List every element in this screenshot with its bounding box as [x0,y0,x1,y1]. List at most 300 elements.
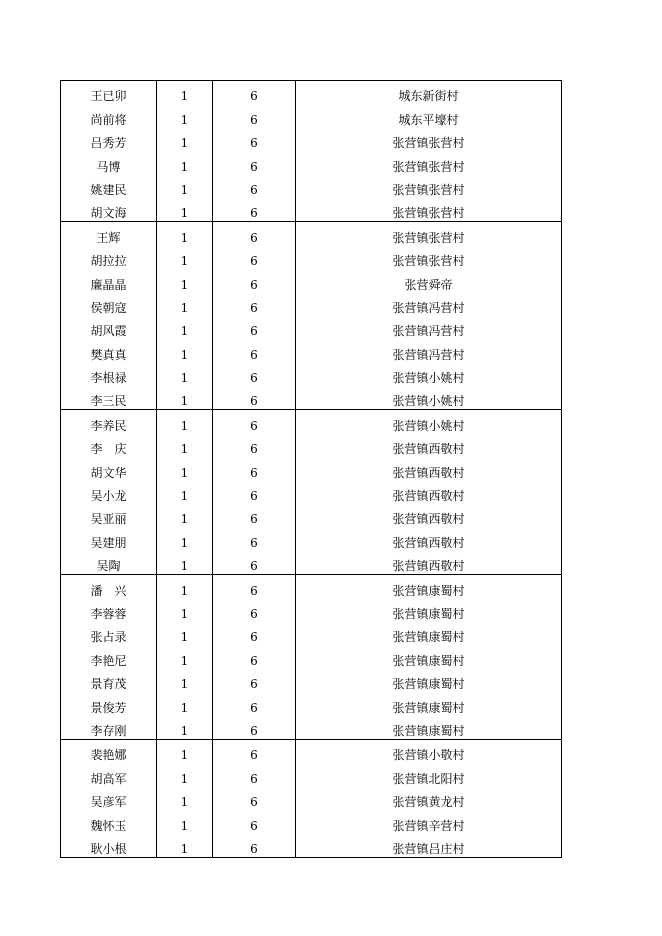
address-cell[interactable] [296,363,562,386]
value-cell-text: 6 [250,771,258,786]
quantity-cell-text: 1 [180,112,189,127]
name-cell-text: 王已卯 [90,89,127,104]
value-cell[interactable] [213,81,296,105]
address-cell[interactable] [296,457,562,480]
table-row [61,810,562,833]
value-cell-text: 6 [250,206,258,221]
value-cell[interactable] [213,293,296,316]
quantity-cell-text: 1 [180,89,189,104]
address-cell-text: 张营镇吕庄村 [392,841,465,856]
address-cell[interactable] [296,810,562,833]
address-cell-text: 张营镇张营村 [392,206,465,221]
name-cell-text: 李艳尼 [90,653,127,668]
value-cell[interactable] [213,787,296,810]
name-cell[interactable] [61,527,157,550]
address-cell-text: 张营镇西敬村 [392,465,465,480]
quantity-cell[interactable] [157,293,213,316]
value-cell-text: 6 [250,371,258,386]
table-row [61,198,562,222]
name-cell[interactable] [61,599,157,622]
address-cell[interactable] [296,198,562,222]
value-cell-text: 6 [250,795,258,810]
name-cell-text: 胡文华 [90,465,127,480]
value-cell-text: 6 [250,159,258,174]
name-cell[interactable] [61,834,157,858]
address-cell-text: 张营镇康蜀村 [392,606,465,621]
name-cell-text: 吴小龙 [90,489,127,504]
name-cell[interactable] [61,222,157,246]
address-cell-text: 张营舜帝 [404,277,453,292]
address-cell-text: 张营镇康蜀村 [392,723,465,738]
quantity-cell-text: 1 [180,841,189,856]
quantity-cell[interactable] [157,716,213,740]
quantity-cell-text: 1 [180,465,189,480]
name-cell[interactable] [61,575,157,599]
address-cell[interactable] [296,81,562,105]
value-cell-text: 6 [250,748,258,763]
value-cell[interactable] [213,504,296,527]
address-cell-text: 张营镇西敬村 [392,559,465,574]
quantity-cell-text: 1 [180,771,189,786]
quantity-cell[interactable] [157,645,213,668]
quantity-cell[interactable] [157,834,213,858]
quantity-cell[interactable] [157,622,213,645]
address-cell[interactable] [296,175,562,198]
name-cell[interactable] [61,339,157,362]
address-cell[interactable] [296,787,562,810]
address-cell[interactable] [296,386,562,410]
name-cell[interactable] [61,175,157,198]
quantity-cell[interactable] [157,151,213,174]
quantity-cell[interactable] [157,316,213,339]
quantity-cell[interactable] [157,128,213,151]
address-cell-text: 张营镇张营村 [392,254,465,269]
name-cell[interactable] [61,716,157,740]
name-cell-text: 吴亚丽 [90,512,127,527]
name-cell-text: 尚前将 [90,112,127,127]
quantity-cell-text: 1 [180,159,189,174]
name-cell[interactable] [61,787,157,810]
value-cell-text: 6 [250,841,258,856]
quantity-cell[interactable] [157,739,213,763]
address-cell[interactable] [296,339,562,362]
value-cell[interactable] [213,645,296,668]
table-row [61,716,562,740]
name-cell[interactable] [61,669,157,692]
address-cell[interactable] [296,763,562,786]
name-cell-text: 廉晶晶 [90,277,127,292]
address-cell-text: 张营镇康蜀村 [392,653,465,668]
value-cell[interactable] [213,151,296,174]
quantity-cell-text: 1 [180,818,189,833]
value-cell-text: 6 [250,300,258,315]
table-row [61,363,562,386]
address-cell[interactable] [296,599,562,622]
table-row [61,269,562,292]
name-cell-text: 胡文海 [90,206,127,221]
name-cell[interactable] [61,481,157,504]
value-cell-text: 6 [250,89,258,104]
value-cell[interactable] [213,810,296,833]
address-cell[interactable] [296,151,562,174]
address-cell-text: 张营镇西敬村 [392,442,465,457]
value-cell-text: 6 [250,394,258,409]
table-body [61,81,562,858]
name-cell[interactable] [61,692,157,715]
value-cell[interactable] [213,692,296,715]
quantity-cell-text: 1 [180,230,189,245]
value-cell-text: 6 [250,324,258,339]
address-cell-text: 张营镇小姚村 [392,418,465,433]
quantity-cell-text: 1 [180,559,189,574]
table-row [61,692,562,715]
name-cell[interactable] [61,198,157,222]
address-cell-text: 张营镇康蜀村 [392,583,465,598]
name-cell-text: 魏怀玉 [90,818,127,833]
value-cell-text: 6 [250,112,258,127]
quantity-cell[interactable] [157,175,213,198]
quantity-cell-text: 1 [180,182,189,197]
address-cell[interactable] [296,104,562,127]
address-cell[interactable] [296,645,562,668]
address-cell-text: 张营镇张营村 [392,136,465,151]
table-row [61,504,562,527]
table-row [61,339,562,362]
quantity-cell[interactable] [157,575,213,599]
name-cell[interactable] [61,810,157,833]
quantity-cell-text: 1 [180,653,189,668]
quantity-cell[interactable] [157,269,213,292]
name-cell-text: 胡高军 [90,771,127,786]
value-cell[interactable] [213,599,296,622]
table-row [61,222,562,246]
quantity-cell-text: 1 [180,418,189,433]
name-cell[interactable] [61,151,157,174]
name-cell-text: 王辉 [96,230,121,245]
table-row [61,175,562,198]
quantity-cell[interactable] [157,787,213,810]
value-cell[interactable] [213,363,296,386]
name-cell-text: 耿小根 [90,841,127,856]
address-cell-text: 张营镇黄龙村 [392,795,465,810]
address-cell[interactable] [296,410,562,434]
name-cell[interactable] [61,104,157,127]
quantity-cell-text: 1 [180,606,189,621]
name-cell-text: 裴艳娜 [90,748,127,763]
name-cell-text: 李根禄 [90,371,127,386]
quantity-cell-text: 1 [180,206,189,221]
name-cell-text: 李 庆 [90,442,127,457]
value-cell-text: 6 [250,465,258,480]
name-cell-text: 李三民 [90,394,127,409]
quantity-cell[interactable] [157,339,213,362]
quantity-cell-text: 1 [180,535,189,550]
address-cell[interactable] [296,481,562,504]
quantity-cell[interactable] [157,410,213,434]
quantity-cell-text: 1 [180,795,189,810]
table-row [61,763,562,786]
quantity-cell-text: 1 [180,394,189,409]
address-cell-text: 张营镇冯营村 [392,347,465,362]
value-cell-text: 6 [250,442,258,457]
value-cell[interactable] [213,551,296,575]
value-cell-text: 6 [250,583,258,598]
name-cell-text: 李养民 [90,418,127,433]
table-row [61,410,562,434]
data-table [60,80,562,858]
name-cell-text: 胡风霞 [90,324,127,339]
value-cell[interactable] [213,339,296,362]
table-row [61,316,562,339]
name-cell[interactable] [61,504,157,527]
name-cell-text: 侯朝寇 [90,300,127,315]
address-cell-text: 张营镇小姚村 [392,394,465,409]
table-row [61,81,562,105]
value-cell[interactable] [213,481,296,504]
quantity-cell[interactable] [157,363,213,386]
name-cell-text: 吴彦军 [90,795,127,810]
name-cell[interactable] [61,410,157,434]
value-cell[interactable] [213,222,296,246]
quantity-cell[interactable] [157,222,213,246]
value-cell[interactable] [213,175,296,198]
address-cell-text: 张营镇北阳村 [392,771,465,786]
name-cell[interactable] [61,645,157,668]
name-cell-text: 樊真真 [90,347,127,362]
quantity-cell[interactable] [157,246,213,269]
quantity-cell[interactable] [157,481,213,504]
quantity-cell[interactable] [157,386,213,410]
name-cell[interactable] [61,246,157,269]
table-row [61,551,562,575]
value-cell[interactable] [213,716,296,740]
quantity-cell[interactable] [157,599,213,622]
value-cell-text: 6 [250,254,258,269]
address-cell[interactable] [296,834,562,858]
quantity-cell-text: 1 [180,324,189,339]
name-cell-text: 张占录 [90,630,127,645]
name-cell-text: 李蓉蓉 [90,606,127,621]
name-cell[interactable] [61,434,157,457]
quantity-cell-text: 1 [180,512,189,527]
address-cell[interactable] [296,434,562,457]
spreadsheet-page [60,80,561,858]
address-cell[interactable] [296,293,562,316]
quantity-cell[interactable] [157,504,213,527]
value-cell[interactable] [213,198,296,222]
quantity-cell-text: 1 [180,136,189,151]
table-row [61,104,562,127]
quantity-cell-text: 1 [180,489,189,504]
address-cell-text: 张营镇辛营村 [392,818,465,833]
quantity-cell-text: 1 [180,300,189,315]
value-cell[interactable] [213,269,296,292]
value-cell-text: 6 [250,136,258,151]
address-cell-text: 张营镇冯营村 [392,300,465,315]
address-cell-text: 张营镇西敬村 [392,512,465,527]
address-cell[interactable] [296,692,562,715]
address-cell-text: 张营镇小姚村 [392,371,465,386]
value-cell[interactable] [213,434,296,457]
quantity-cell[interactable] [157,763,213,786]
name-cell[interactable] [61,763,157,786]
table-row [61,151,562,174]
address-cell[interactable] [296,739,562,763]
quantity-cell-text: 1 [180,347,189,362]
value-cell[interactable] [213,104,296,127]
quantity-cell[interactable] [157,198,213,222]
value-cell-text: 6 [250,818,258,833]
address-cell-text: 张营镇西敬村 [392,535,465,550]
value-cell[interactable] [213,457,296,480]
address-cell-text: 张营镇西敬村 [392,489,465,504]
quantity-cell-text: 1 [180,277,189,292]
address-cell-text: 张营镇张营村 [392,230,465,245]
address-cell[interactable] [296,128,562,151]
address-cell-text: 张营镇康蜀村 [392,630,465,645]
name-cell[interactable] [61,269,157,292]
value-cell-text: 6 [250,630,258,645]
table-row [61,834,562,858]
value-cell-text: 6 [250,677,258,692]
quantity-cell-text: 1 [180,583,189,598]
value-cell-text: 6 [250,230,258,245]
table-row [61,645,562,668]
name-cell-text: 景育茂 [90,677,127,692]
quantity-cell-text: 1 [180,442,189,457]
quantity-cell[interactable] [157,104,213,127]
value-cell[interactable] [213,316,296,339]
name-cell-text: 景俊芳 [90,700,127,715]
quantity-cell[interactable] [157,692,213,715]
quantity-cell[interactable] [157,551,213,575]
value-cell[interactable] [213,622,296,645]
name-cell-text: 吕秀芳 [90,136,127,151]
quantity-cell-text: 1 [180,677,189,692]
name-cell[interactable] [61,293,157,316]
value-cell-text: 6 [250,606,258,621]
table-row [61,293,562,316]
address-cell[interactable] [296,622,562,645]
name-cell-text: 姚建民 [90,182,127,197]
value-cell-text: 6 [250,347,258,362]
name-cell[interactable] [61,622,157,645]
name-cell[interactable] [61,386,157,410]
value-cell[interactable] [213,527,296,550]
name-cell[interactable] [61,457,157,480]
value-cell[interactable] [213,128,296,151]
address-cell[interactable] [296,504,562,527]
value-cell-text: 6 [250,418,258,433]
name-cell-text: 马博 [96,159,121,174]
address-cell[interactable] [296,269,562,292]
table-row [61,128,562,151]
name-cell-text: 胡拉拉 [90,254,127,269]
address-cell[interactable] [296,316,562,339]
table-row [61,386,562,410]
address-cell[interactable] [296,669,562,692]
table-row [61,787,562,810]
name-cell[interactable] [61,551,157,575]
quantity-cell[interactable] [157,457,213,480]
quantity-cell-text: 1 [180,723,189,738]
name-cell[interactable] [61,363,157,386]
address-cell[interactable] [296,551,562,575]
quantity-cell-text: 1 [180,630,189,645]
name-cell-text: 潘 兴 [90,583,127,598]
value-cell-text: 6 [250,512,258,527]
table-row [61,246,562,269]
address-cell[interactable] [296,575,562,599]
table-row [61,434,562,457]
value-cell-text: 6 [250,559,258,574]
value-cell-text: 6 [250,277,258,292]
table-row [61,527,562,550]
value-cell[interactable] [213,410,296,434]
name-cell-text: 李存刚 [90,723,127,738]
table-row [61,575,562,599]
address-cell-text: 张营镇小敬村 [392,748,465,763]
address-cell-text: 张营镇康蜀村 [392,700,465,715]
table-row [61,622,562,645]
value-cell-text: 6 [250,723,258,738]
value-cell[interactable] [213,669,296,692]
address-cell[interactable] [296,716,562,740]
quantity-cell-text: 1 [180,700,189,715]
table-row [61,457,562,480]
name-cell[interactable] [61,128,157,151]
quantity-cell[interactable] [157,527,213,550]
table-row [61,669,562,692]
address-cell-text: 城东平壕村 [398,112,459,127]
name-cell[interactable] [61,316,157,339]
value-cell[interactable] [213,834,296,858]
table-row [61,481,562,504]
value-cell-text: 6 [250,700,258,715]
value-cell[interactable] [213,246,296,269]
value-cell[interactable] [213,739,296,763]
address-cell-text: 张营镇康蜀村 [392,677,465,692]
quantity-cell[interactable] [157,810,213,833]
value-cell[interactable] [213,575,296,599]
value-cell[interactable] [213,763,296,786]
name-cell-text: 吴陶 [96,559,121,574]
address-cell[interactable] [296,527,562,550]
address-cell[interactable] [296,246,562,269]
table-row [61,599,562,622]
quantity-cell-text: 1 [180,748,189,763]
table-row [61,739,562,763]
quantity-cell[interactable] [157,669,213,692]
value-cell-text: 6 [250,182,258,197]
value-cell-text: 6 [250,489,258,504]
quantity-cell[interactable] [157,434,213,457]
quantity-cell-text: 1 [180,254,189,269]
name-cell[interactable] [61,81,157,105]
name-cell[interactable] [61,739,157,763]
value-cell-text: 6 [250,535,258,550]
address-cell-text: 张营镇张营村 [392,182,465,197]
quantity-cell[interactable] [157,81,213,105]
address-cell[interactable] [296,222,562,246]
address-cell-text: 张营镇冯营村 [392,324,465,339]
quantity-cell-text: 1 [180,371,189,386]
value-cell-text: 6 [250,653,258,668]
name-cell-text: 吴建朋 [90,535,127,550]
value-cell[interactable] [213,386,296,410]
address-cell-text: 城东新街村 [398,89,459,104]
address-cell-text: 张营镇张营村 [392,159,465,174]
